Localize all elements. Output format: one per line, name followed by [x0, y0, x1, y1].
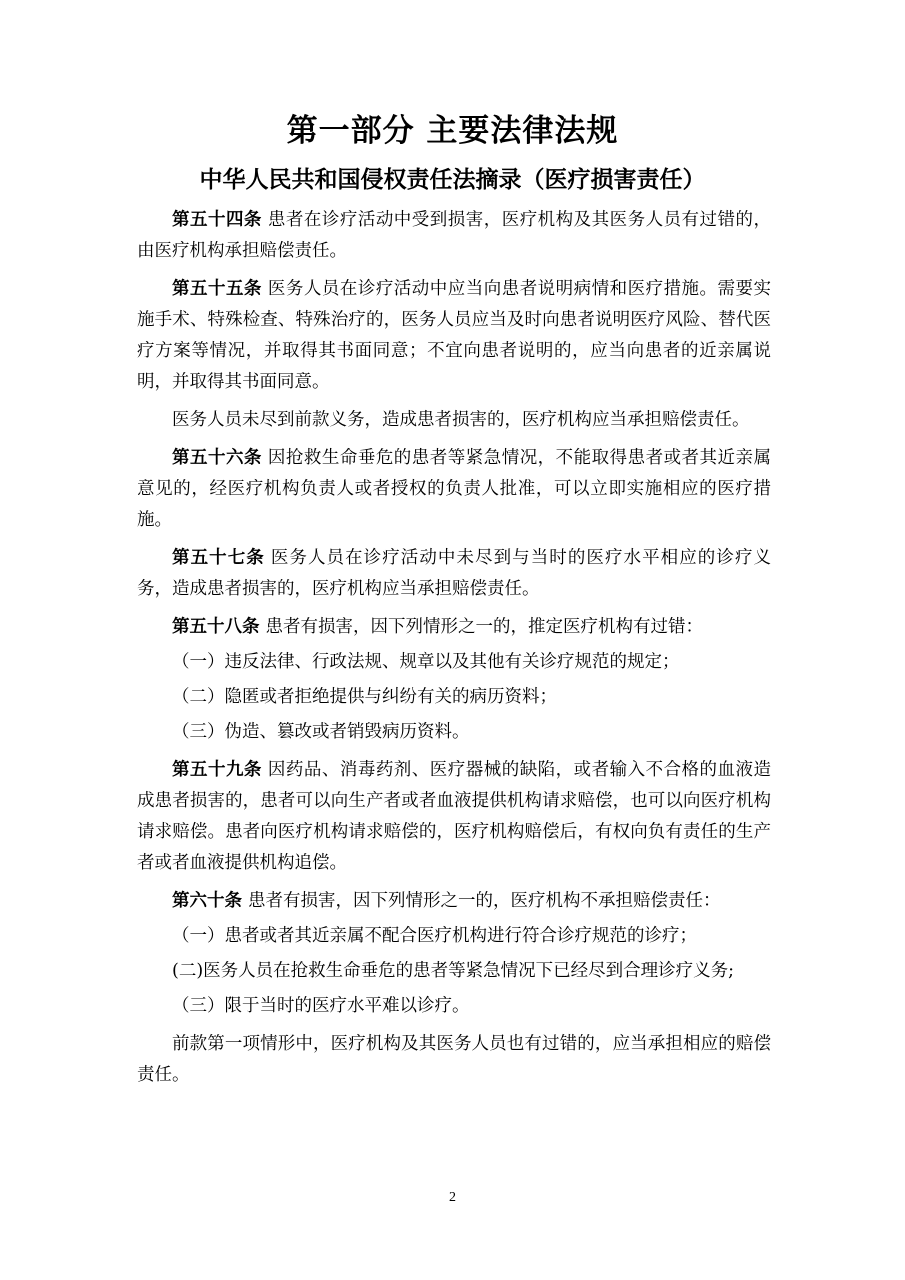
paragraph-text: 患者有损害，因下列情形之一的，医疗机构不承担赔偿责任： — [248, 891, 721, 911]
paragraph-text: 因抢救生命垂危的患者等紧急情况，不能取得患者或者其近亲属意见的，经医疗机构负责人或者授权的负责人批准，可以立即实施相应的医疗措施。 — [137, 448, 771, 530]
paragraph-text: （一）患者或者其近亲属不配合医疗机构进行符合诊疗规范的诊疗； — [172, 926, 697, 946]
paragraph-text: （三）伪造、篡改或者销毁病历资料。 — [172, 722, 470, 742]
list-item — [137, 956, 771, 987]
paragraph-article-58 — [137, 612, 771, 643]
paragraph-text: 患者在诊疗活动中受到损害，医疗机构及其医务人员有过错的，由医疗机构承担赔偿责任。 — [137, 210, 771, 261]
paragraph-text: （一）违反法律、行政法规、规章以及其他有关诊疗规范的规定； — [172, 652, 680, 672]
paragraph-article-60-clause-2 — [137, 1029, 771, 1091]
paragraph-text: （三）限于当时的医疗水平难以诊疗。 — [172, 996, 470, 1016]
paragraph-text: 医务人员未尽到前款义务，造成患者损害的，医疗机构应当承担赔偿责任。 — [172, 410, 750, 430]
paragraph-article-60 — [137, 886, 771, 917]
paragraph-text: 前款第一项情形中，医疗机构及其医务人员也有过错的，应当承担相应的赔偿责任。 — [137, 1034, 771, 1085]
document-body — [137, 205, 771, 1098]
paragraph-article-56 — [137, 443, 771, 536]
article-number: 第五十七条 — [172, 548, 265, 568]
article-number: 第五十四条 — [172, 210, 262, 230]
paragraph-text: （二）隐匿或者拒绝提供与纠纷有关的病历资料； — [172, 687, 557, 707]
list-item — [137, 921, 771, 952]
paragraph-article-54 — [137, 205, 771, 267]
document-subtitle: 中华人民共和国侵权责任法摘录（医疗损害责任） — [199, 167, 706, 193]
list-item — [137, 991, 771, 1022]
paragraph-text: (二)医务人员在抢救生命垂危的患者等紧急情况下已经尽到合理诊疗义务; — [172, 961, 735, 981]
article-number: 第五十六条 — [172, 448, 262, 468]
article-number: 第五十九条 — [172, 760, 262, 780]
paragraph-article-57 — [137, 543, 771, 605]
paragraph-article-59 — [137, 755, 771, 879]
article-number: 第五十八条 — [172, 617, 260, 637]
paragraph-article-55-clause-2 — [137, 405, 771, 436]
article-number: 第五十五条 — [172, 279, 262, 299]
paragraph-text: 患者有损害，因下列情形之一的，推定医疗机构有过错： — [265, 617, 703, 637]
list-item — [137, 717, 771, 748]
paragraph-article-55 — [137, 274, 771, 398]
article-number: 第六十条 — [172, 891, 242, 911]
page-number: 2 — [449, 1190, 456, 1205]
paragraph-text: 因药品、消毒药剂、医疗器械的缺陷，或者输入不合格的血液造成患者损害的，患者可以向生产者或者血液提供机构请求赔偿，也可以向医疗机构请求赔偿。患者向医疗机构请求赔偿的，医疗机构赔偿后，有权向负有责任的生产者或者血液提供机构追偿。 — [137, 760, 771, 873]
paragraph-text: 医务人员在诊疗活动中应当向患者说明病情和医疗措施。需要实施手术、特殊检查、特殊治疗的，医务人员应当及时向患者说明医疗风险、替代医疗方案等情况，并取得其书面同意；不宜向患者说明的，应当向患者的近亲属说明，并取得其书面同意。 — [137, 279, 771, 392]
list-item — [137, 682, 771, 713]
document-title: 第一部分 主要法律法规 — [286, 113, 619, 149]
list-item — [137, 647, 771, 678]
paragraph-text: 医务人员在诊疗活动中未尽到与当时的医疗水平相应的诊疗义务，造成患者损害的，医疗机构应当承担赔偿责任。 — [137, 548, 772, 599]
